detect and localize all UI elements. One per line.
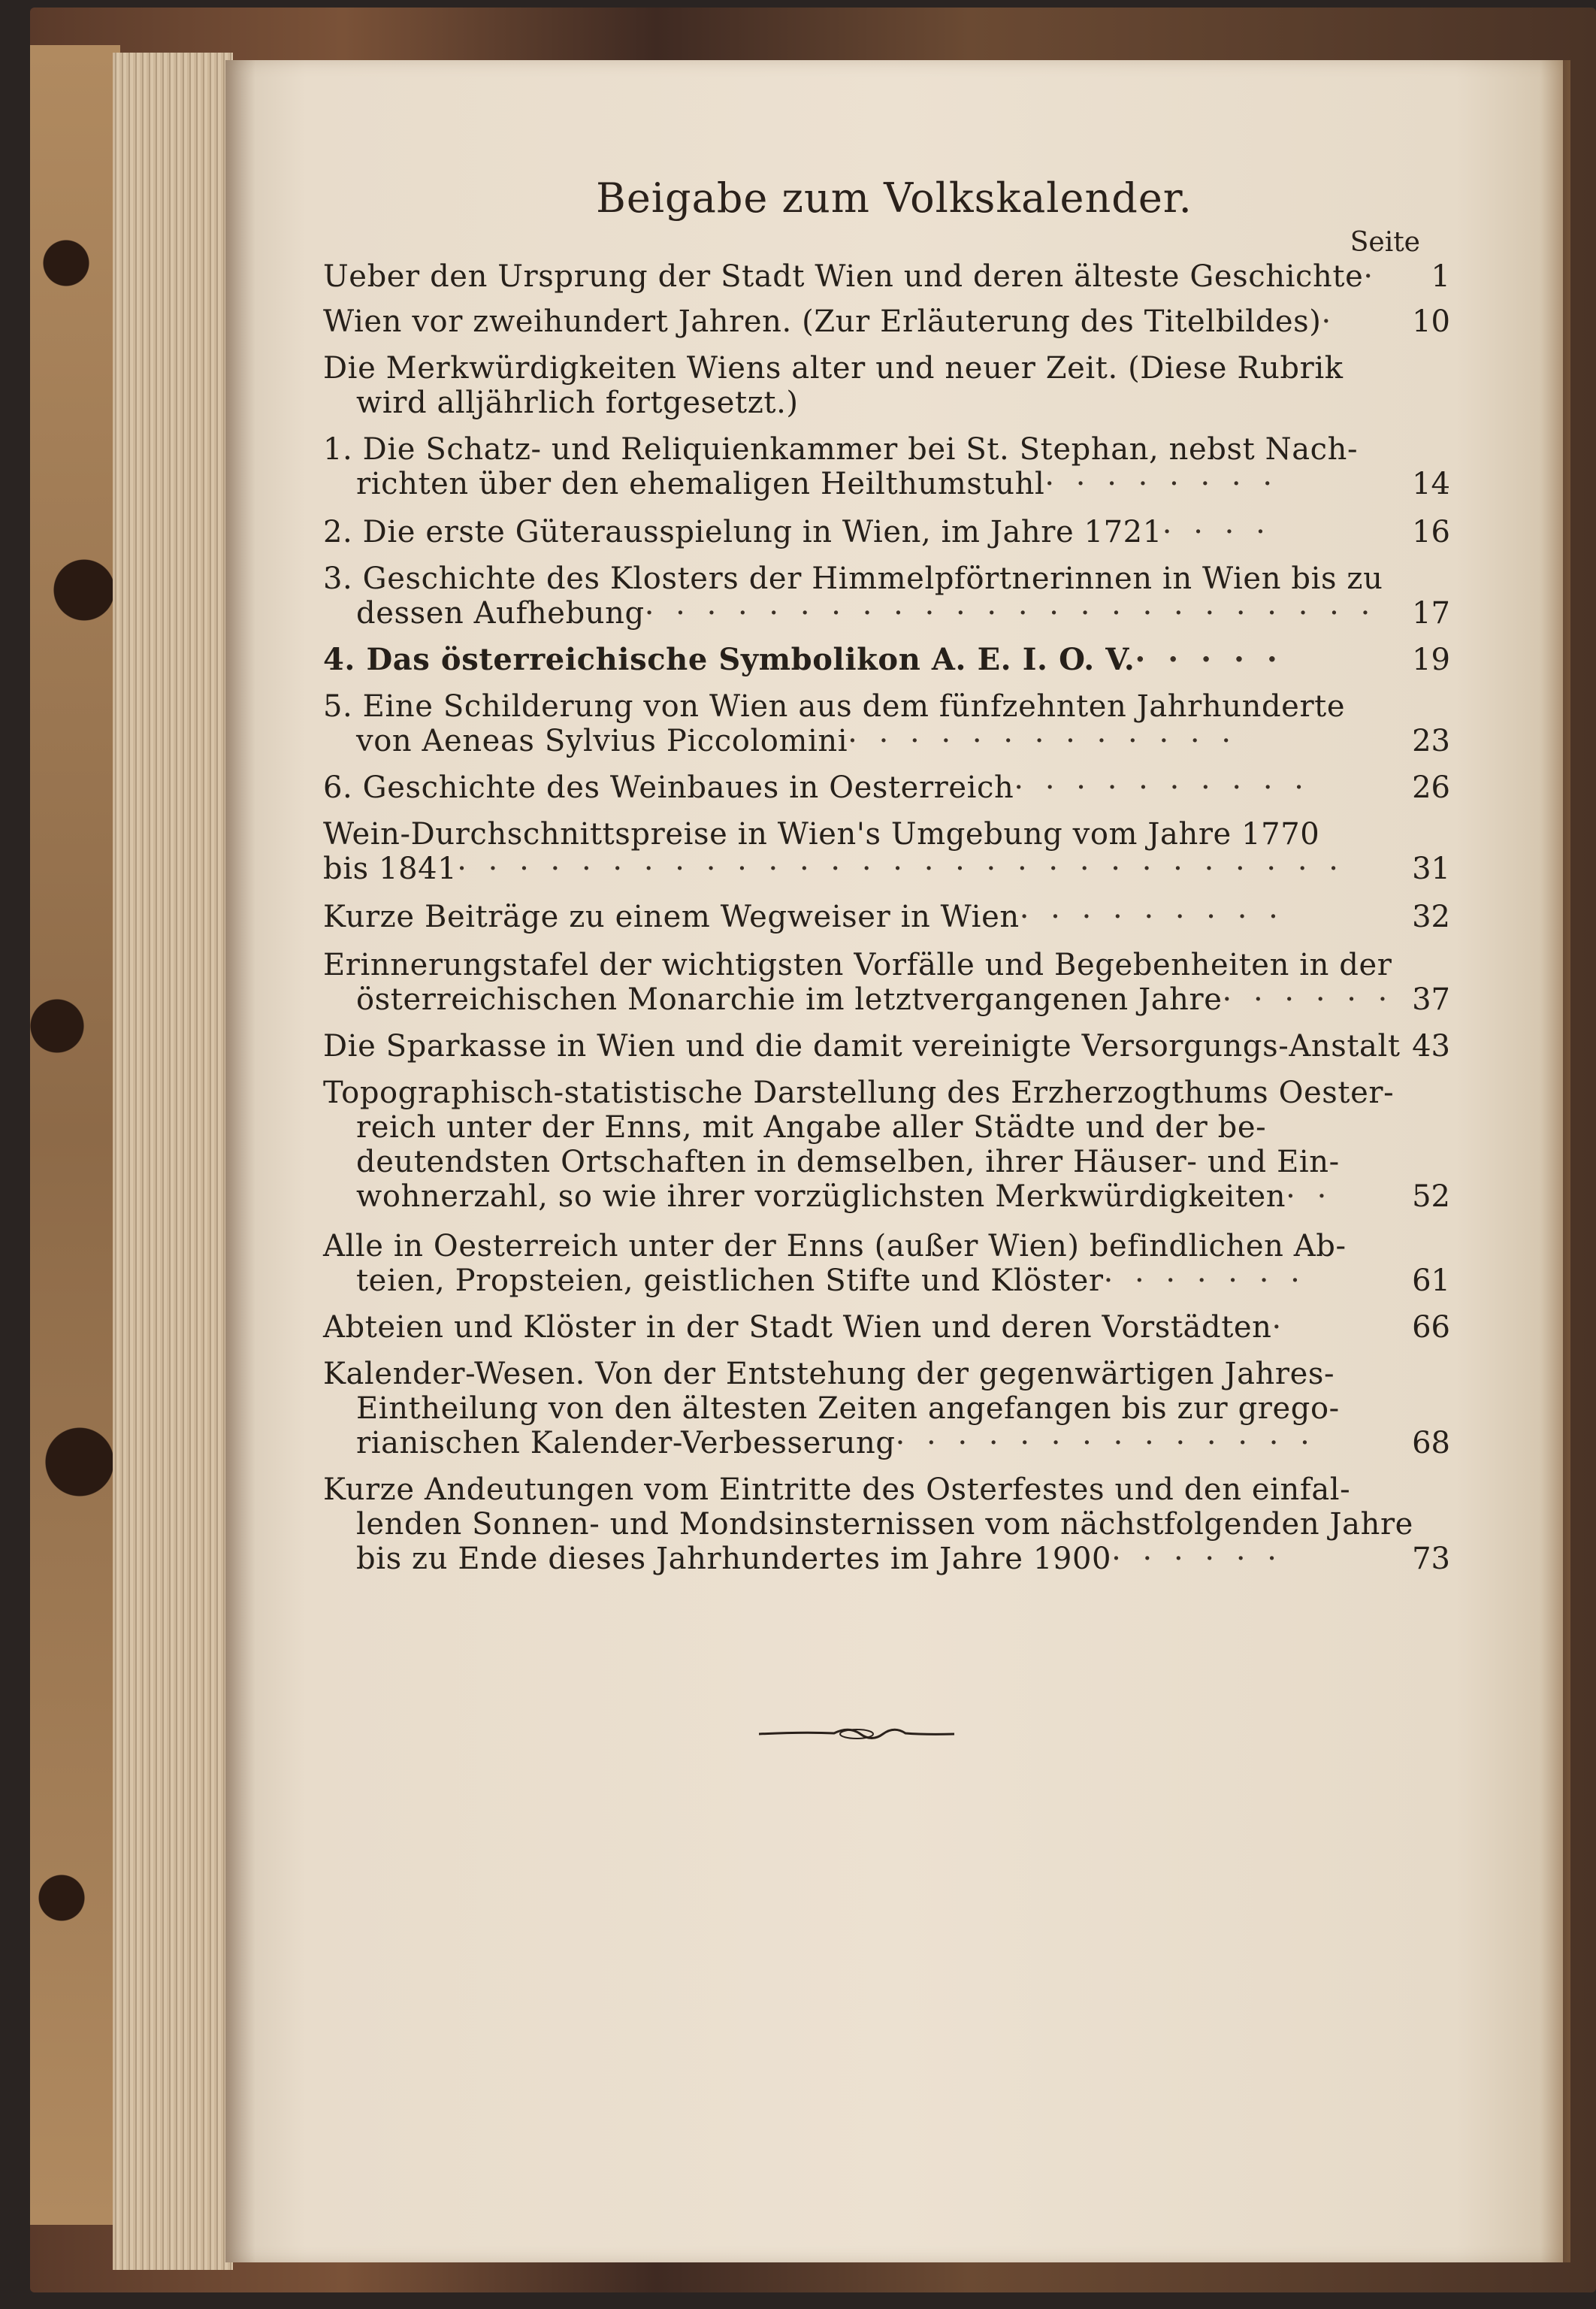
ornament-divider	[759, 1723, 954, 1745]
toc-entry	[323, 642, 1450, 677]
toc-entry	[323, 1357, 1450, 1460]
toc-entry	[323, 1310, 1450, 1345]
toc-entry-text: Wein-Durchschnittspreise in Wien's Umgebung vom Jahre 1770	[323, 817, 1320, 852]
toc-leader: · · · · · · · ·	[1044, 467, 1279, 501]
toc-leader: · ·	[1286, 1179, 1333, 1214]
toc-entry	[323, 689, 1450, 758]
toc-entry-text: Ueber den Ursprung der Stadt Wien und deren älteste Geschichte	[323, 259, 1364, 294]
toc-entry-text: Die Merkwürdigkeiten Wiens alter und neuer Zeit. (Diese Rubrik	[323, 351, 1344, 386]
toc-entry-text: richten über den ehemaligen Heilthumstuhl	[356, 467, 1045, 501]
toc-page-number: 16	[1412, 515, 1450, 549]
toc-entry-text: Kalender-Wesen. Von der Entstehung der gegenwärtigen Jahres-	[323, 1357, 1335, 1391]
toc-entry-text: Abteien und Klöster in der Stadt Wien und deren Vorstädten	[323, 1310, 1272, 1345]
toc-entry-text: wird alljährlich fortgesetzt.)	[356, 386, 799, 420]
toc-page-number: 1	[1431, 259, 1450, 294]
toc-entry-text: lenden Sonnen- und Mondsinsternissen vom nächstfolgenden Jahre	[356, 1507, 1413, 1542]
gutter-shadow	[225, 60, 255, 2262]
toc-page-number: 31	[1412, 852, 1450, 886]
toc-leader: ·	[1363, 259, 1380, 294]
toc-entry	[323, 770, 1450, 805]
toc-leader: · · · · · ·	[1111, 1542, 1283, 1576]
toc-entry-text: Wien vor zweihundert Jahren. (Zur Erläuterung des Titelbildes)	[323, 304, 1322, 339]
toc-entry	[323, 351, 1428, 420]
toc-entry-text: rianischen Kalender-Verbesserung	[356, 1426, 896, 1460]
page-column-label: Seite	[1350, 227, 1420, 258]
toc-entry	[323, 900, 1450, 934]
toc-entry	[323, 432, 1450, 501]
toc-entry-text: österreichischen Monarchie im letztvergangenen Jahre	[356, 982, 1223, 1017]
toc-entry-text: Topographisch-statistische Darstellung des Erzherzogthums Oester-	[323, 1076, 1395, 1110]
toc-page-number: 66	[1412, 1310, 1450, 1345]
page-edges	[113, 53, 233, 2270]
toc-entry	[323, 1076, 1450, 1214]
toc-leader: · · · · · · · · · ·	[1014, 770, 1310, 805]
toc-entry-text: bis zu Ende dieses Jahrhundertes im Jahre 1900	[356, 1542, 1112, 1576]
toc-leader: · · · · · · · · · · · · ·	[848, 724, 1238, 758]
toc-entry-text: deutendsten Ortschaften in demselben, ihrer Häuser- und Ein-	[356, 1145, 1340, 1179]
toc-entry	[323, 304, 1450, 339]
toc-entry-text: 1. Die Schatz- und Reliquienkammer bei St. Stephan, nebst Nach-	[323, 432, 1359, 467]
marbled-cover-edge	[30, 45, 120, 2225]
toc-page-number: 73	[1412, 1542, 1450, 1576]
toc-entry-text: von Aeneas Sylvius Piccolomini	[356, 724, 848, 758]
toc-entry-text: 3. Geschichte des Klosters der Himmelpförtnerinnen in Wien bis zu	[323, 561, 1383, 596]
toc-leader: · · · · · · · · ·	[1019, 900, 1284, 934]
toc-page-number: 32	[1412, 900, 1450, 934]
toc-entry-text: wohnerzahl, so wie ihrer vorzüglichsten Merkwürdigkeiten	[356, 1179, 1286, 1214]
page-right-edge	[1540, 60, 1570, 2262]
toc-entry	[323, 948, 1450, 1017]
toc-entry-text: Alle in Oesterreich unter der Enns (außer Wien) befindlichen Ab-	[323, 1229, 1347, 1263]
toc-page-number: 68	[1412, 1426, 1450, 1460]
toc-page-number: 37	[1412, 982, 1450, 1017]
toc-page-number: 43	[1412, 1029, 1450, 1064]
toc-entry-text: teien, Propsteien, geistlichen Stifte und Klöster	[356, 1263, 1104, 1298]
toc-leader: · · · · · · ·	[1103, 1263, 1306, 1298]
toc-page-number: 14	[1412, 467, 1450, 501]
toc-leader: ·	[1321, 304, 1338, 339]
toc-entry	[323, 515, 1450, 549]
toc-leader: · · · · · ·	[1222, 982, 1394, 1017]
toc-entry	[323, 561, 1450, 631]
toc-entry	[323, 1029, 1450, 1064]
toc-entry-text: reich unter der Enns, mit Angabe aller Städte und der be-	[356, 1110, 1267, 1145]
toc-page-number: 10	[1412, 304, 1450, 339]
toc-entry-text: Kurze Andeutungen vom Eintritte des Osterfestes und den einfal-	[323, 1472, 1351, 1507]
toc-leader: ·	[1271, 1310, 1288, 1345]
toc-leader: · · · · · · · · · · · · · · · · · · · · · · · ·	[644, 596, 1377, 631]
toc-leader: · · · · ·	[1135, 642, 1283, 677]
toc-entry	[323, 817, 1450, 886]
toc-leader: · · · ·	[1162, 515, 1271, 549]
toc-entry	[323, 259, 1450, 294]
toc-entry	[323, 1472, 1450, 1576]
toc-page-number: 23	[1412, 724, 1450, 758]
toc-entry-text: dessen Aufhebung	[356, 596, 645, 631]
toc-entry-text: 5. Eine Schilderung von Wien aus dem fünfzehnten Jahrhunderte	[323, 689, 1346, 724]
page-title: Beigabe zum Volkskalender.	[596, 174, 1192, 222]
toc-entry-text: 2. Die erste Güterausspielung in Wien, im Jahre 1721	[323, 515, 1162, 549]
toc-page-number: 17	[1412, 596, 1450, 631]
toc-page-number: 19	[1412, 643, 1450, 677]
toc-leader: · · · · · · · · · · · · · ·	[895, 1426, 1316, 1460]
toc-entry-text: 4. Das österreichische Symbolikon A. E. I. O. V.	[323, 642, 1135, 677]
toc-leader: · · · · · · · · · · · · · · · · · · · · · · · · · · · · ·	[457, 852, 1344, 886]
toc-entry	[323, 1229, 1450, 1298]
toc-page-number: 52	[1412, 1179, 1450, 1214]
toc-entry-text: Erinnerungstafel der wichtigsten Vorfälle und Begebenheiten in der	[323, 948, 1392, 982]
toc-entry-text: bis 1841	[323, 852, 458, 886]
toc-entry-text: Kurze Beiträge zu einem Wegweiser in Wien	[323, 900, 1020, 934]
toc-entry-text: Die Sparkasse in Wien und die damit vereinigte Versorgungs-Anstalt	[323, 1029, 1401, 1064]
toc-page-number: 61	[1412, 1263, 1450, 1298]
toc-entry-text: Eintheilung von den ältesten Zeiten angefangen bis zur grego-	[356, 1391, 1340, 1426]
toc-entry-text: 6. Geschichte des Weinbaues in Oesterreich	[323, 770, 1014, 805]
toc-page-number: 26	[1412, 770, 1450, 805]
